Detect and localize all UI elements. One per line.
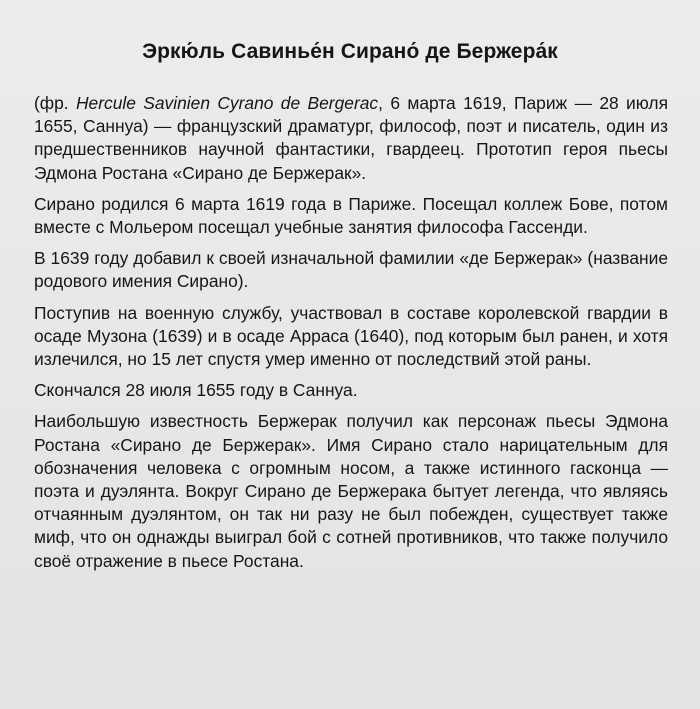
paragraph-birth: Сирано родился 6 марта 1619 года в Париже. Посещал коллеж Бове, потом вместе с Мольером посещал учебные занятия философа Гассенди. bbox=[34, 193, 668, 238]
intro-rest: , 6 марта 1619, Париж — 28 июля 1655, Саннуа) — французский драматург, философ, поэт и писатель, один из предшественников научной фантастики, гвардеец. Прототип героя пьесы Эдмона Ростана «Сирано де Бержерак». bbox=[34, 93, 668, 183]
intro-prefix: (фр. bbox=[34, 93, 76, 113]
paragraph-fame: Наибольшую известность Бержерак получил как персонаж пьесы Эдмона Ростана «Сирано де Бержерак». Имя Сирано стало нарицательным для обозначения человека с огромным носом, а также истинного гасконца — поэта и дуэлянта. Вокруг Сирано де Бержерака бытует легенда, что являясь отчаянным дуэлянтом, он так ни разу не был побежден, существует также миф, что он однажды выиграл бой с сотней противников, что также получило своё отражение в пьесе Ростана. bbox=[34, 411, 668, 571]
article-body bbox=[34, 92, 668, 581]
intro-latin-name: Hercule Savinien Cyrano de Bergerac bbox=[75, 93, 379, 113]
paragraph-surname: В 1639 году добавил к своей изначальной фамилии «де Бержерак» (название родового имения Сирано). bbox=[34, 248, 668, 292]
page-title: Эркю́ль Савинье́н Сирано́ де Бержера́к bbox=[142, 40, 558, 63]
paragraph-death: Скончался 28 июля 1655 году в Саннуа. bbox=[34, 380, 358, 401]
paragraph-military: Поступив на военную службу, участвовал в составе королевской гвардии в осаде Музона (1639) и в осаде Арраса (1640), под которым был ранен, и хотя излечился, но 15 лет спустя умер именно от последствий этой раны. bbox=[34, 302, 668, 370]
paragraph-intro bbox=[34, 92, 668, 185]
